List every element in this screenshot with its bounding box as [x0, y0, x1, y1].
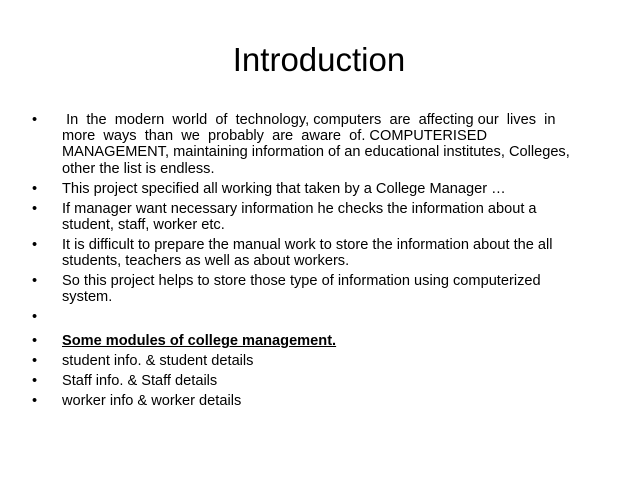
bullet-item-intro — [32, 112, 592, 177]
bullet-dot-icon: • — [32, 273, 38, 290]
bullet-dot-icon: • — [32, 393, 38, 410]
bullet-item-manager-info — [32, 201, 592, 233]
bullet-text: This project specified all working that taken by a College Manager … — [62, 180, 506, 197]
bullet-item-worker-module — [32, 393, 592, 409]
bullet-text: In the modern world of technology, computers are affecting our lives in more ways than we probably are aware of. COMPUTERISED MANAGEMENT, maintaining information of an educational institutes, Colleges, other the list is endless. — [62, 112, 574, 177]
bullet-text: If manager want necessary information he checks the information about a student, staff, worker etc. — [62, 200, 537, 233]
bullet-dot-icon: • — [32, 373, 38, 390]
bullet-item-empty — [32, 309, 592, 329]
bullet-dot-icon: • — [32, 353, 38, 370]
bullet-dot-icon: • — [32, 236, 38, 253]
bullet-item-computerized — [32, 273, 592, 305]
bullet-dot-icon: • — [32, 180, 38, 197]
bullet-item-student-module — [32, 353, 592, 369]
bullet-dot-icon: • — [32, 112, 38, 128]
bullet-list — [32, 112, 592, 413]
bullet-text: It is difficult to prepare the manual work to store the information about the all students, teachers as well as about workers. — [62, 236, 553, 270]
bullet-item-manual-work — [32, 237, 592, 269]
modules-heading: Some modules of college management. — [62, 333, 337, 350]
bullet-item-modules-heading — [32, 333, 592, 349]
bullet-dot-icon: • — [32, 333, 38, 350]
bullet-dot-icon: • — [32, 309, 38, 326]
bullet-text: worker info & worker details — [62, 393, 242, 410]
slide-title: Introduction — [232, 41, 406, 78]
bullet-text: Staff info. & Staff details — [62, 373, 218, 390]
bullet-item-staff-module — [32, 373, 592, 389]
bullet-item-project-scope — [32, 181, 592, 197]
bullet-dot-icon: • — [32, 200, 38, 217]
bullet-text: student info. & student details — [62, 353, 254, 370]
bullet-text: So this project helps to store those type of information using computerized system. — [62, 273, 541, 306]
